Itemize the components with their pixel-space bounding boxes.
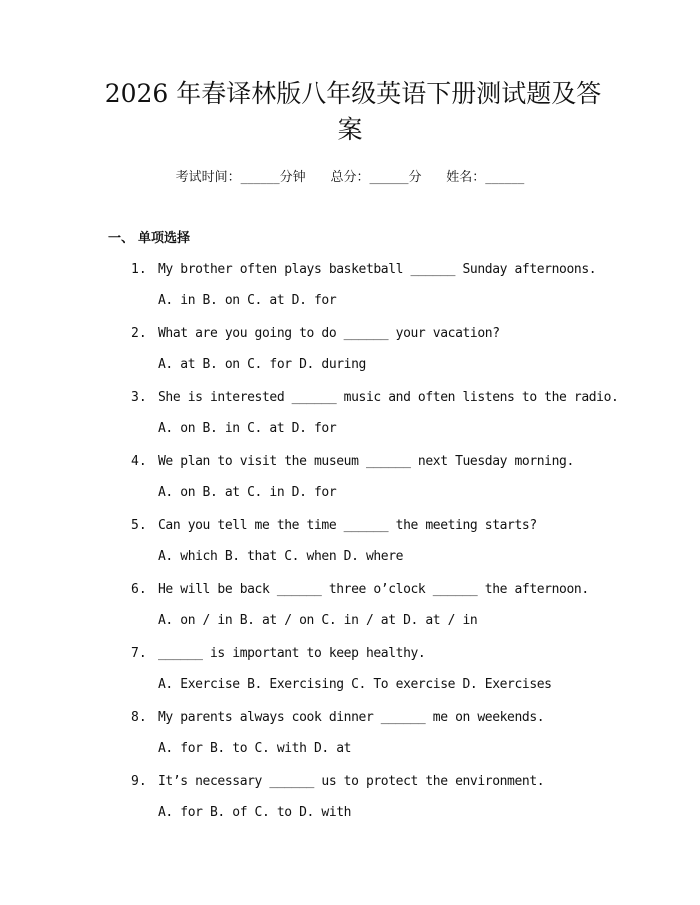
question-item xyxy=(0,643,700,707)
question-stem: My parents always cook dinner ______ me on weekends. xyxy=(158,710,545,725)
page-title xyxy=(0,76,700,148)
question-stem: He will be back ______ three o’clock ______ the afternoon. xyxy=(158,582,589,597)
question-options: A. for B. of C. to D. with xyxy=(158,805,352,820)
question-options: A. for B. to C. with D. at xyxy=(158,741,352,756)
exam-name-field: 姓名：______ xyxy=(446,170,525,185)
question-item xyxy=(0,579,700,643)
question-stem: It’s necessary ______ us to protect the environment. xyxy=(158,774,545,789)
question-stem: We plan to visit the museum ______ next Tuesday morning. xyxy=(158,454,574,469)
question-options: A. at B. on C. for D. during xyxy=(158,357,366,372)
question-item xyxy=(0,707,700,771)
question-number: 8. xyxy=(131,710,147,725)
question-number: 5. xyxy=(131,518,147,533)
question-item xyxy=(0,771,700,835)
question-list xyxy=(0,259,700,835)
question-item xyxy=(0,451,700,515)
question-options: A. on B. in C. at D. for xyxy=(158,421,337,436)
question-stem: She is interested ______ music and often listens to the radio. xyxy=(158,390,619,405)
section-label: 单项选择 xyxy=(138,231,191,246)
question-number: 6. xyxy=(131,582,147,597)
question-options: A. which B. that C. when D. where xyxy=(158,549,404,564)
title-line-2: 案 xyxy=(337,115,363,144)
question-number: 4. xyxy=(131,454,147,469)
question-number: 2. xyxy=(131,326,147,341)
question-options: A. on / in B. at / on C. in / at D. at / in xyxy=(158,613,478,628)
question-number: 3. xyxy=(131,390,147,405)
question-item xyxy=(0,323,700,387)
question-options: A. in B. on C. at D. for xyxy=(158,293,337,308)
question-stem: My brother often plays basketball ______ Sunday afternoons. xyxy=(158,262,597,277)
question-stem: Can you tell me the time ______ the meeting starts? xyxy=(158,518,537,533)
question-options: A. Exercise B. Exercising C. To exercise D. Exercises xyxy=(158,677,552,692)
question-options: A. on B. at C. in D. for xyxy=(158,485,337,500)
question-item xyxy=(0,259,700,323)
question-number: 1. xyxy=(131,262,147,277)
section-heading xyxy=(108,229,190,249)
question-number: 7. xyxy=(131,646,147,661)
exam-time: 考试时间：______分钟 xyxy=(175,170,306,185)
question-item xyxy=(0,387,700,451)
question-stem: What are you going to do ______ your vacation? xyxy=(158,326,500,341)
question-item xyxy=(0,515,700,579)
question-stem: ______ is important to keep healthy. xyxy=(158,646,426,661)
exam-info xyxy=(0,168,700,188)
title-line-1: 2026 年春译林版八年级英语下册测试题及答 xyxy=(104,79,602,108)
question-number: 9. xyxy=(131,774,147,789)
exam-total-score: 总分：______分 xyxy=(330,170,422,185)
section-number: 一、 xyxy=(108,231,135,246)
